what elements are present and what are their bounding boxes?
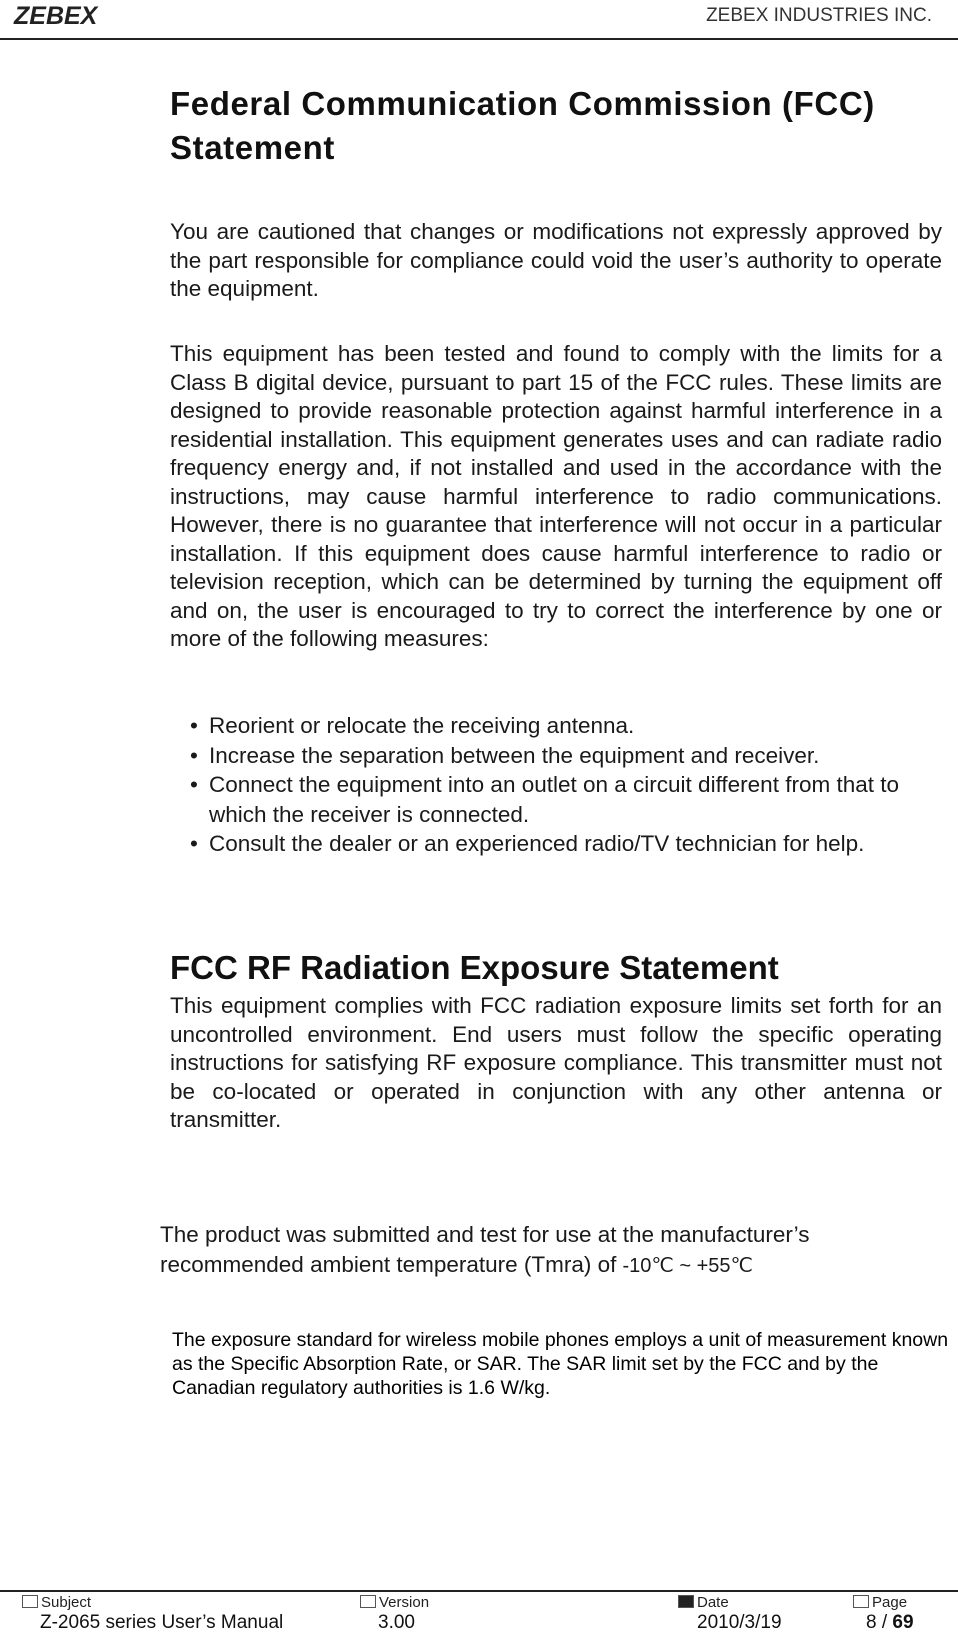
list-item: • Connect the equipment into an outlet on a circuit different from that to which the receiver is connected. bbox=[190, 772, 899, 827]
page-label: Page bbox=[853, 1594, 907, 1611]
fcc-title-line1: Federal Communication Commission (FCC) bbox=[170, 85, 875, 122]
subject-label: Subject bbox=[22, 1594, 91, 1611]
fcc-title-line2: Statement bbox=[170, 129, 335, 166]
page-number: 8 / 69 bbox=[866, 1612, 914, 1633]
page-footer bbox=[0, 1590, 958, 1635]
version-value: 3.00 bbox=[378, 1612, 415, 1633]
fcc-paragraph-caution: You are cautioned that changes or modifications not expressly approved by the part responsible for compliance could void the user’s authority to operate the equipment. bbox=[170, 219, 942, 301]
fcc-measures-list bbox=[190, 711, 950, 859]
subject-icon bbox=[22, 1595, 38, 1608]
temperature-statement bbox=[160, 1220, 920, 1281]
bullet-icon: • bbox=[190, 742, 198, 768]
version-icon bbox=[360, 1595, 376, 1608]
temperature-range: -10℃ ~ +55℃ bbox=[622, 1255, 753, 1277]
date-icon bbox=[678, 1595, 694, 1608]
bullet-icon: • bbox=[190, 831, 198, 856]
list-item: • Reorient or relocate the receiving antenna. bbox=[190, 711, 950, 741]
bullet-icon: • bbox=[190, 772, 198, 797]
list-item: • Consult the dealer or an experienced radio/TV technician for help. bbox=[190, 829, 950, 859]
logo-text: ZEBEX bbox=[14, 2, 98, 30]
date-label: Date bbox=[678, 1594, 729, 1611]
fcc-statement-title bbox=[170, 82, 875, 170]
rf-exposure-paragraph: This equipment complies with FCC radiation exposure limits set forth for an uncontrolled environment. End users must follow the specific operating instructions for satisfying RF exposure compliance. This transmitter must not be co-located or operated in conjunction with any other antenna or transmitter. bbox=[170, 993, 942, 1132]
page-header bbox=[0, 0, 958, 40]
bullet-icon: • bbox=[190, 713, 198, 738]
date-value: 2010/3/19 bbox=[697, 1612, 782, 1633]
zebex-logo bbox=[14, 2, 97, 31]
subject-value: Z-2065 series User’s Manual bbox=[40, 1612, 284, 1633]
temperature-line2: recommended ambient temperature (Tmra) of -10℃ ~ +55℃ bbox=[160, 1252, 753, 1277]
version-label: Version bbox=[360, 1594, 429, 1611]
list-item: • Increase the separation between the equipment and receiver. bbox=[190, 741, 950, 771]
temperature-line1: The product was submitted and test for use at the manufacturer’s bbox=[160, 1222, 810, 1247]
fcc-paragraph-class-b: This equipment has been tested and found to comply with the limits for a Class B digital device, pursuant to part 15 of the FCC rules. These limits are designed to provide reasonable protection against harmful interference in a residential installation. This equipment generates uses and can radiate radio frequency energy and, if not installed and used in the accordance with the instructions, may cause harmful interference to radio communications. However, there is no guarantee that interference will not occur in a particular installation. If this equipment does cause harmful interference to radio or television reception, which can be determined by turning the equipment off and on, the user is encouraged to try to correct the interference by one or more of the following measures: bbox=[170, 341, 942, 651]
rf-exposure-title: FCC RF Radiation Exposure Statement bbox=[170, 949, 779, 986]
page-icon bbox=[853, 1595, 869, 1608]
company-name: ZEBEX INDUSTRIES INC. bbox=[706, 5, 932, 26]
sar-paragraph: The exposure standard for wireless mobile phones employs a unit of measurement known as the Specific Absorption Rate, or SAR. The SAR limit set by the FCC and by the Canadian regulatory authorities is 1.6 W/kg. bbox=[172, 1329, 949, 1399]
